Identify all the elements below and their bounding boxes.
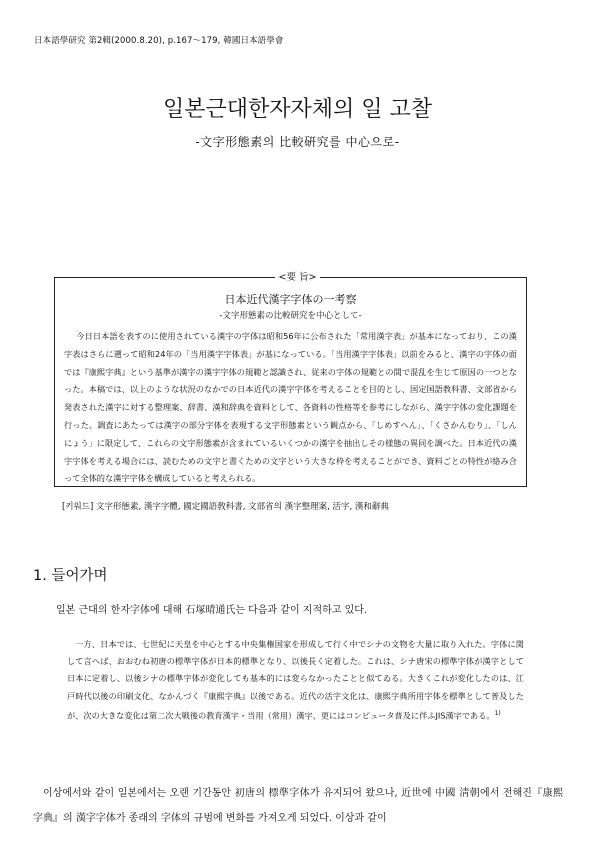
block-quote	[67, 636, 524, 725]
abstract-label-text: <要 旨>	[275, 272, 321, 283]
intro-paragraph: 일본 근대의 한자字体에 대해 石塚晴通氏는 다음과 같이 지적하고 있다.	[56, 605, 368, 616]
body-paragraph: 이상에서와 같이 일본에서는 오랜 기간동안 初唐의 標準字体가 유지되어 왔으나, 近世에 中國 淸朝에서 전해진『康熙字典』의 漢字字体가 종래의 字体의 규범에 변화를 가져오게 되었다. 이상과 같이	[33, 788, 563, 824]
section-heading: 1. 들어가며	[33, 568, 108, 584]
keywords: [키워드] 文字形態素, 漢字字體, 國定國語敎科書, 文部省의 漢字整理案, 活字, 漢和辭典	[62, 502, 389, 512]
abstract-subtitle: -文字形態素の比較研究を中心として-	[219, 311, 362, 321]
paper-subtitle: -文字形態素의 比較硏究를 中心으로-	[195, 135, 400, 149]
quote-text: 一方、日本では、七世紀に天皇を中心とする中央集権国家を形成して行く中でシナの文物を大量に取り入れた。字体に関して言へば、おおむね初唐の標準字体が日本的標準となり、以後長く定着した。これは、シナ唐宋の標準字体が漢字として日本に定着し、以後シナの標準字体が変化しても基本的には変らなかったことと似てゐる。大きくこれが変化したのは、江戸時代以後の印刷文化、なかんづく『康熙字典』以後である。近代の活字文化は、康熙字典所用字体を標準として普及したが、次の大きな変化は第二次大戦後の教育漢字・当用（常用）漢字、更にはコンピュータ普及に伴ふJIS漢字である。	[67, 639, 524, 721]
paper-title: 일본근대한자자체의 일 고찰	[162, 97, 432, 122]
journal-citation: 日本語學研究 第2輯(2000.8.20), p.167～179, 韓國日本語學會	[34, 36, 284, 46]
abstract-body: 今日日本語を表すのに使用されている漢字の字体は昭和56年に公布された「常用漢字表」が基本になっており、この漢字表はさらに遡って昭和24年の「当用漢字字体表」が基になっている。「当用漢字字体表」以前をみると、漢字の字体の面では『康熙字典』という基準が漢字の漢字字体の規範と認識され、従来の字体の規範との間で混乱を生じて原因の一つとなった。本稿では、以上のような状況のなかでの日本近代の漢字字体を考えることを目的とし、国定国語教科書、文部省から発表された漢字に対する整理案、辞書、漢和辞典を資料として、各資料の性格等を参考にしながら、漢字字体の変化課題を行った。調査にあたっては漢字の部分字体を表現する文字形態素という観点から、「しめすへん」、「くさかんむり」、「しんにょう」に限定して、これらの文字形態素が含まれているいくつかの漢字を抽出しその様態の異同を調べた。日本近代の漢字字体を考える場合には、読むための文字と書くための文字という大きな枠を考えることができ、資料ごとの特性が絡み合って全体的な漢字字体を構成していると考えられる。	[64, 331, 517, 484]
abstract-label	[0, 269, 595, 283]
abstract-title: 日本近代漢字字体の一考察	[224, 293, 357, 306]
footnote-marker: 1)	[494, 709, 501, 717]
